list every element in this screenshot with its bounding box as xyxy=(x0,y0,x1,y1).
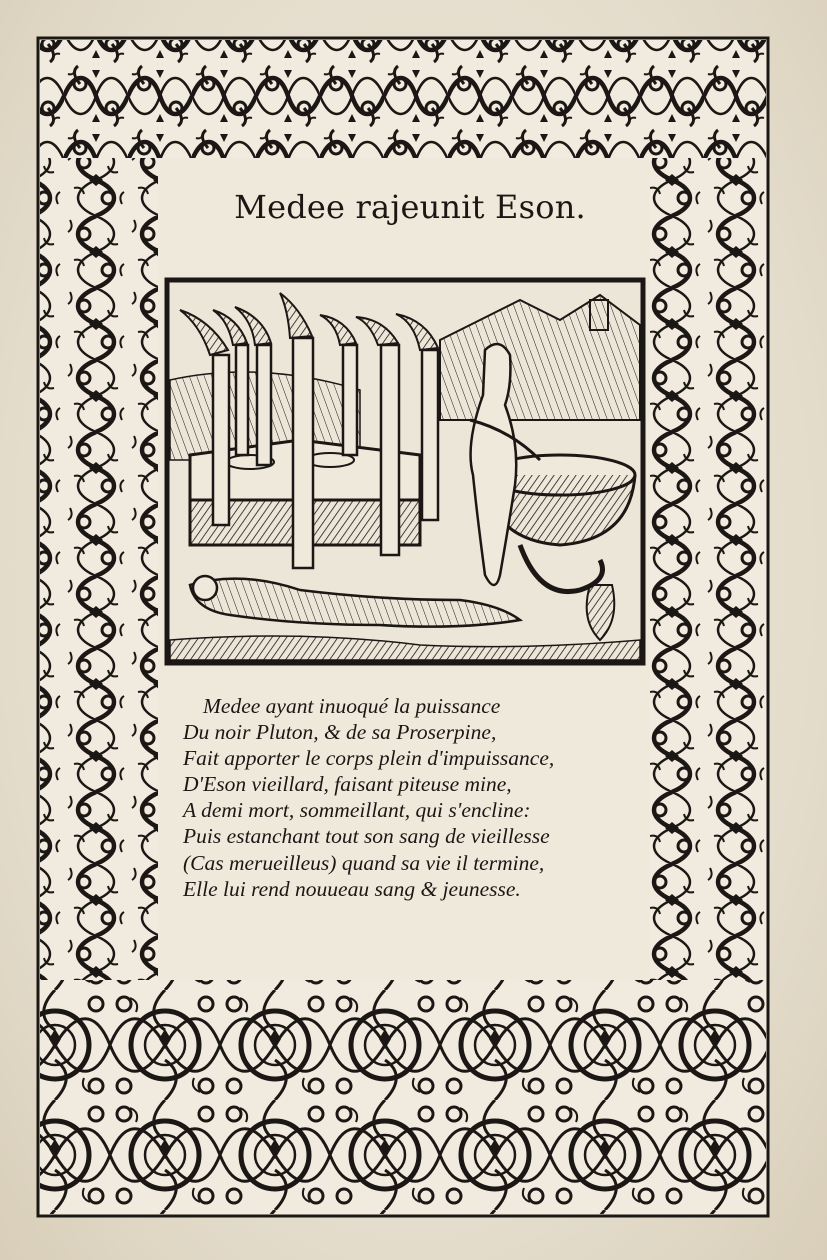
poem-line: Fait apporter le corps plein d'impuissance, xyxy=(183,746,555,771)
page-title: Medee rajeunit Eson. xyxy=(234,188,586,226)
poem-line: Puis estanchant tout son sang de vieillesse xyxy=(183,824,550,849)
poem-stanza xyxy=(183,693,603,902)
poem-line: A demi mort, sommeillant, qui s'encline: xyxy=(183,798,531,823)
poem-line: Medee ayant inuoqué la puissance xyxy=(203,694,501,718)
poem-line: Du noir Pluton, & de sa Proserpine, xyxy=(183,720,497,745)
poem-line: D'Eson vieillard, faisant piteuse mine, xyxy=(183,772,512,797)
poem-line: Elle lui rend nouueau sang & jeunesse. xyxy=(183,876,521,901)
poem-line: (Cas merueilleus) quand sa vie il termine, xyxy=(183,850,545,875)
